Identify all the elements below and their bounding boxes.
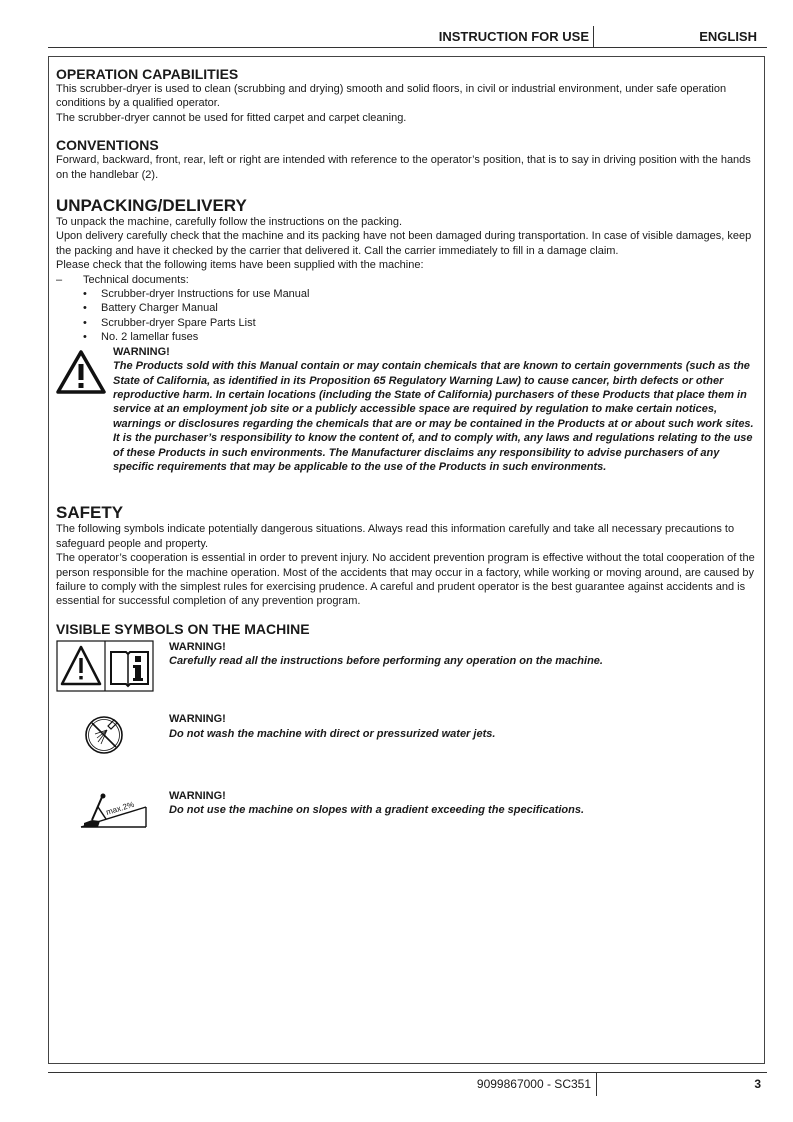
safety-paragraph-2: The operator’s cooperation is essential in order to prevent injury. No accident prevention program is effective without the total cooperation of the person responsible for the machine operation. Most of the accidents that may occur in a factory, while working or moving around, are caused by failure to comply with the simplest rules for exercising prudence. A careful and prudent operator is the best guarantee against accidents and is essential for successful completion of any prevention program. bbox=[56, 552, 755, 608]
symbol-title: WARNING! bbox=[169, 789, 226, 802]
safety-heading: SAFETY bbox=[56, 503, 124, 523]
safety-paragraph-1: The following symbols indicate potentially dangerous situations. Always read this information carefully and take all necessary precautions to safeguard people and property. bbox=[56, 523, 735, 550]
unpacking-paragraph-2: Upon delivery carefully check that the machine and its packing have not been damaged during transportation. In case of visible damages, keep the packing and have it checked by the carrier that delivered it. Call the carrier immediately to fill in a damage claim. bbox=[56, 230, 752, 257]
unpacking-paragraph-1: To unpack the machine, carefully follow the instructions on the packing. bbox=[56, 216, 403, 229]
list-item: • Scrubber-dryer Spare Parts List bbox=[56, 316, 759, 330]
list-item: • No. 2 lamellar fuses bbox=[56, 330, 759, 344]
symbols-heading: VISIBLE SYMBOLS ON THE MACHINE bbox=[56, 620, 310, 637]
symbol-item bbox=[56, 789, 759, 835]
supplied-items-list bbox=[56, 287, 759, 345]
conventions-heading: CONVENTIONS bbox=[56, 137, 159, 154]
warning-triangle-icon bbox=[56, 350, 106, 394]
slope-label: max.2% bbox=[104, 799, 136, 817]
document-code: 9099867000 - SC351 bbox=[476, 1077, 591, 1091]
header-language: ENGLISH bbox=[699, 29, 757, 44]
unpacking-paragraph-3: Please check that the following items have been supplied with the machine: bbox=[56, 259, 424, 272]
slope-icon bbox=[78, 791, 150, 831]
symbol-text: Do not wash the machine with direct or pressurized water jets. bbox=[169, 727, 496, 740]
operation-paragraph-1: This scrubber-dryer is used to clean (scrubbing and drying) smooth and solid floors, in civil or industrial environment, under safe operation conditions by a qualified operator. bbox=[56, 83, 727, 110]
symbol-item bbox=[56, 712, 759, 762]
warning-text: The Products sold with this Manual contain or may contain chemicals that are known to certain governments (such as the State of California, as identified in its Proposition 65 Regulatory Warning Law) to cause cancer, birth defects or other reproductive harm. In certain locations (including the State of California) purchasers of these Products that place them in service at an employment job site or a publicly accessible space are required by regulation to make certain notices, warnings or disclosures regarding the chemicals that are or may be contained in the Products at or about such work sites. It is the purchaser’s responsibility to know the content of, and to comply with, any laws and regulations relating to the use of these Products in such environments. The Manufacturer disclaims any responsibility to advise purchasers of any specific requirements that may be applicable to the use of the Products in such environments. bbox=[113, 360, 754, 473]
list-item: • Scrubber-dryer Instructions for use Manual bbox=[56, 287, 759, 301]
no-water-jet-icon bbox=[84, 712, 124, 758]
prop65-warning bbox=[56, 345, 759, 475]
page-footer bbox=[48, 1072, 767, 1096]
page-content bbox=[56, 66, 759, 835]
warning-title: WARNING! bbox=[113, 345, 170, 358]
page-number: 3 bbox=[754, 1077, 761, 1091]
list-item: • Battery Charger Manual bbox=[56, 301, 759, 315]
operation-heading: OPERATION CAPABILITIES bbox=[56, 66, 239, 82]
conventions-paragraph: Forward, backward, front, rear, left or right are intended with reference to the operator’s position, that is to say in driving position with the hands on the handlebar (2). bbox=[56, 154, 751, 181]
page-header bbox=[48, 24, 767, 48]
symbol-text: Do not use the machine on slopes with a gradient exceeding the specifications. bbox=[169, 804, 585, 816]
header-title: INSTRUCTION FOR USE bbox=[438, 29, 589, 44]
symbol-text: Carefully read all the instructions before performing any operation on the machine. bbox=[169, 655, 603, 668]
symbol-title: WARNING! bbox=[169, 640, 226, 653]
unpacking-heading: UNPACKING/DELIVERY bbox=[56, 196, 247, 216]
operation-paragraph-2: The scrubber-dryer cannot be used for fitted carpet and carpet cleaning. bbox=[56, 111, 407, 124]
symbol-item bbox=[56, 640, 759, 696]
technical-documents-item: – Technical documents: bbox=[56, 273, 759, 287]
read-manual-icon bbox=[56, 640, 154, 692]
symbol-title: WARNING! bbox=[169, 713, 226, 726]
